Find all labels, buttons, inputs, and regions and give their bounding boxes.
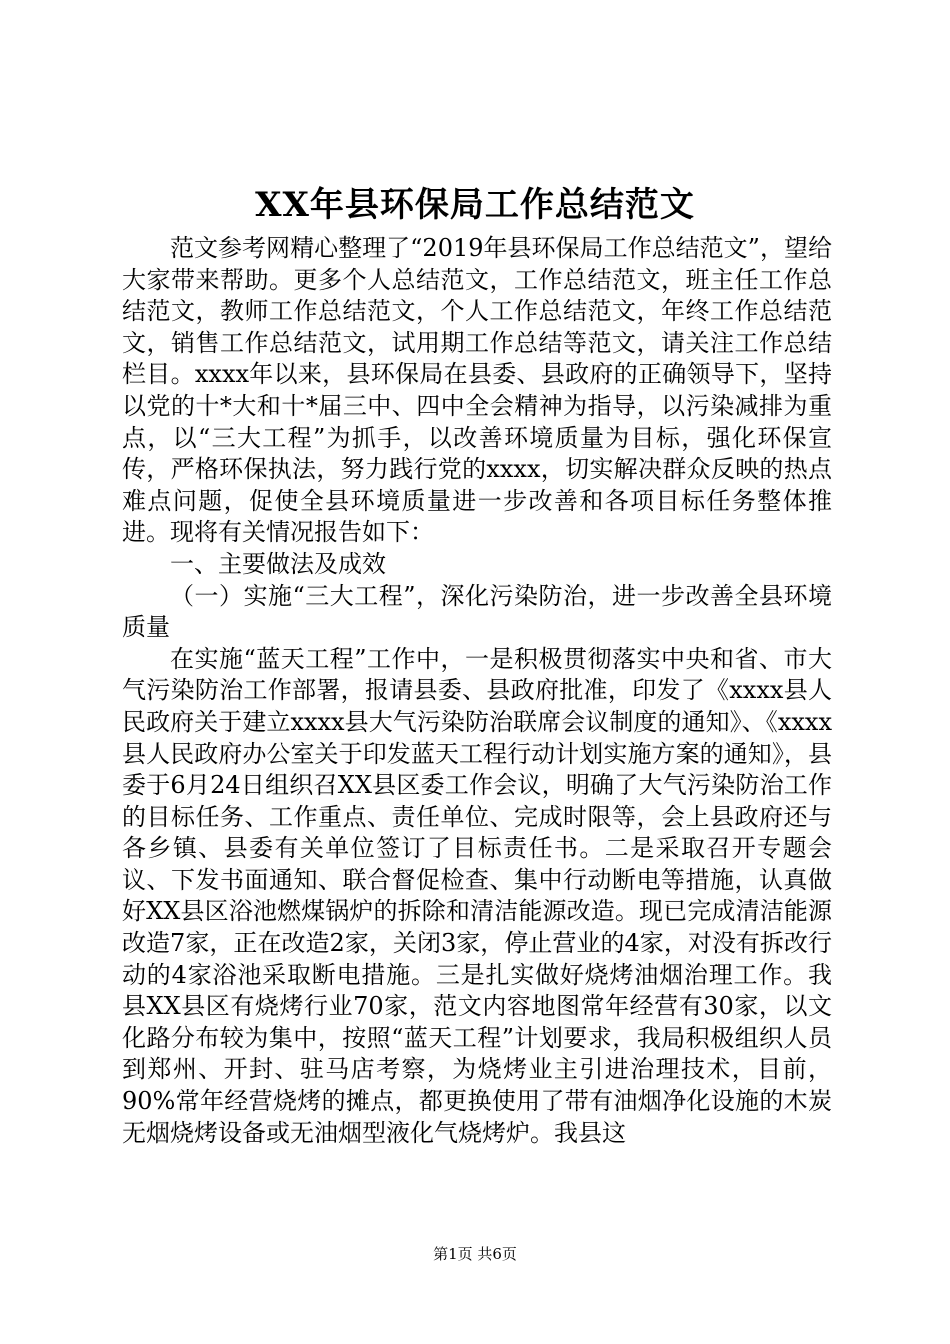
paragraph-intro: 范文参考网精心整理了“2019年县环保局工作总结范文”，望给大家带来帮助。更多个人总结范文，工作总结范文，班主任工作总结范文，教师工作总结范文，个人工作总结范文，年终工作总结范文，销售工作总结范文，试用期工作总结等范文，请关注工作总结栏目。xxxx年以来，县环保局在县委、县政府的正确领导下，坚持以党的十*大和十*届三中、四中全会精神为指导，以污染减排为重点，以“三大工程”为抓手，以改善环境质量为目标，强化环保宣传，严格环保执法，努力践行党的xxxx，切实解决群众反映的热点难点问题，促使全县环境质量进一步改善和各项目标任务整体推进。现将有关情况报告如下： xyxy=(122,234,832,547)
subsection-heading: （一）实施“三大工程”，深化污染防治，进一步改善全县环境质量 xyxy=(122,581,832,642)
page-footer: 第1页 共6页 xyxy=(433,1245,517,1263)
paragraph-blue-sky: 在实施“蓝天工程”工作中，一是积极贯彻落实中央和省、市大气污染防治工作部署，报请县委、县政府批准，印发了《xxxx县人民政府关于建立xxxx县大气污染防治联席会议制度的通知》、《xxxx县人民政府办公室关于印发蓝天工程行动计划实施方案的通知》，县委于6月24日组织召XX县区委工作会议，明确了大气污染防治工作的目标任务、工作重点、责任单位、完成时限等，会上县政府还与各乡镇、县委有关单位签订了目标责任书。二是采取召开专题会议、下发书面通知、联合督促检查、集中行动断电等措施，认真做好XX县区浴池燃煤锅炉的拆除和清洁能源改造。现已完成清洁能源改造7家，正在改造2家，关闭3家，停止营业的4家，对没有拆改行动的4家浴池采取断电措施。三是扎实做好烧烤油烟治理工作。我县XX县区有烧烤行业70家，范文内容地图常年经营有30家，以文化路分布较为集中，按照“蓝天工程”计划要求，我局积极组织人员到郑州、开封、驻马店考察，为烧烤业主引进治理技术，目前，90%常年经营烧烤的摊点，都更换使用了带有油烟净化设施的木炭无烟烧烤设备或无油烟型液化气烧烤炉。我县这 xyxy=(122,644,832,1147)
document-title: XX年县环保局工作总结范文 xyxy=(255,185,695,225)
document-body xyxy=(122,233,832,1149)
section-heading: 一、主要做法及成效 xyxy=(170,549,386,578)
